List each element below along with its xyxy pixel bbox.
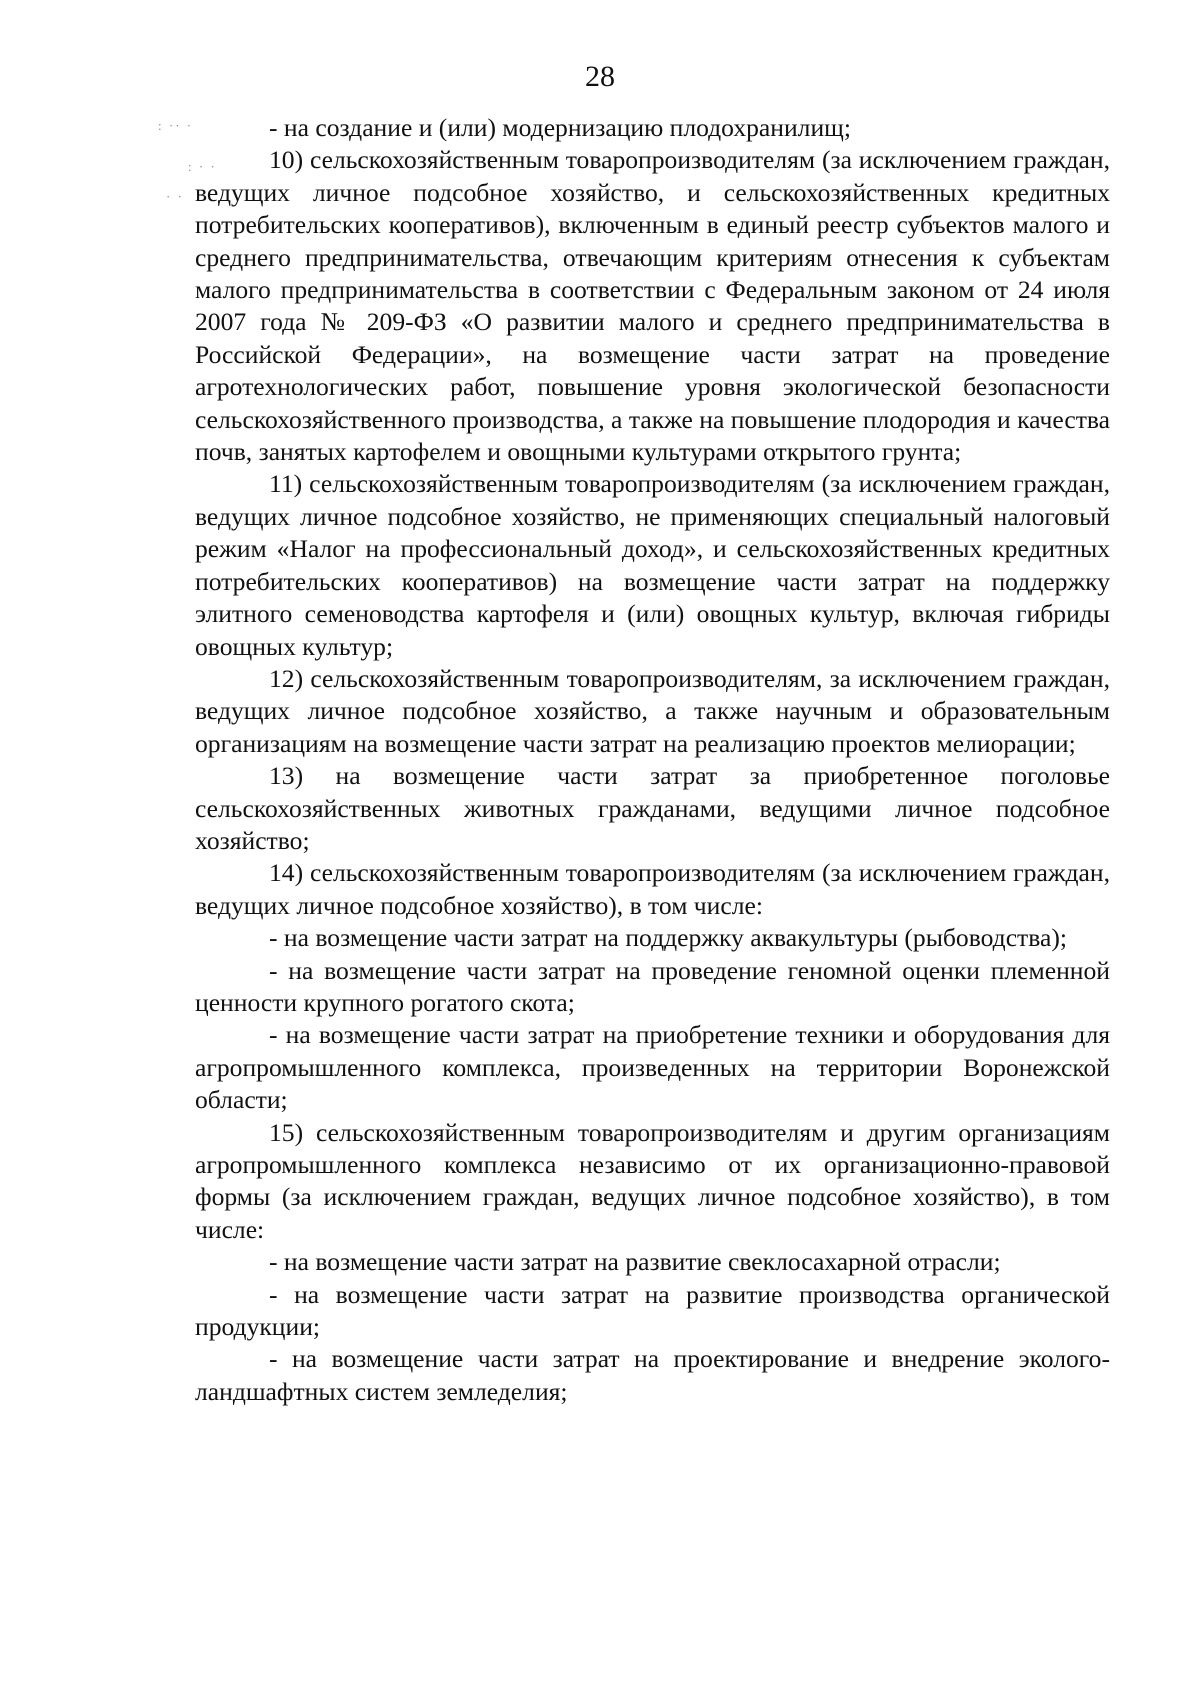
subitem-genomic-evaluation: - на возмещение части затрат на проведение геномной оценки племенной ценности крупного рогатого скота; (195, 955, 1110, 1017)
scan-artifact: : ·· · (158, 118, 194, 133)
paragraph-item-10: 10) сельскохозяйственным товаропроизводителям (за исключением граждан, ведущих личное подсобное хозяйство, и сельскохозяйственных кредитных потребительских кооперативов), включенным в единый реестр субъектов малого и среднего предпринимательства, отвечающим критериям отнесения к субъектам малого предпринимательства в соответствии с Федеральным законом от 24 июля 2007 года № 209-ФЗ «О развитии малого и среднего предпринимательства в Российской Федерации», на возмещение части затрат на проведение агротехнологических работ, повышение уровня экологической безопасности сельскохозяйственного производства, а также на повышение плодородия и качества почв, занятых картофелем и овощными культурами открытого грунта; (195, 145, 1110, 467)
paragraph-item-12: 12) сельскохозяйственным товаропроизводителям, за исключением граждан, ведущих личное подсобное хозяйство, а также научным и образовательным организациям на возмещение части затрат на реализацию проектов мелиорации; (195, 663, 1110, 758)
page-number: 28 (585, 60, 615, 93)
subitem-eco-landscape-systems: - на возмещение части затрат на проектирование и внедрение эколого-ландшафтных систем земледелия; (195, 1344, 1110, 1406)
paragraph-item-11: 11) сельскохозяйственным товаропроизводителям (за исключением граждан, ведущих личное подсобное хозяйство, не применяющих специальный налоговый режим «Налог на профессиональный доход», и сельскохозяйственных кредитных потребительских кооперативов) на возмещение части затрат на поддержку элитного семеноводства картофеля и (или) овощных культур, включая гибриды овощных культур; (195, 469, 1110, 661)
paragraph-item-14: 14) сельскохозяйственным товаропроизводителям (за исключением граждан, ведущих личное подсобное хозяйство), в том числе: (195, 858, 1110, 920)
scan-artifact: · · (166, 189, 184, 204)
subitem-equipment-purchase: - на возмещение части затрат на приобретение техники и оборудования для агропромышленного комплекса, произведенных на территории Воронежской области; (195, 1020, 1110, 1115)
subitem-aquaculture: - на возмещение части затрат на поддержку аквакультуры (рыбоводства); (269, 923, 1067, 953)
document-body (195, 112, 1110, 1408)
paragraph-item-15: 15) сельскохозяйственным товаропроизводителям и другим организациям агропромышленного комплекса независимо от их организационно-правовой формы (за исключением граждан, ведущих личное подсобное хозяйство), в том числе: (195, 1117, 1110, 1244)
subitem-sugar-beet: - на возмещение части затрат на развитие свеклосахарной отрасли; (269, 1247, 1001, 1277)
subitem-organic-production: - на возмещение части затрат на развитие производства органической продукции; (195, 1279, 1110, 1342)
paragraph-item-13: 13) на возмещение части затрат за приобретенное поголовье сельскохозяйственных животных гражданами, ведущими личное подсобное хозяйство; (195, 761, 1110, 855)
scan-artifact: : · · (188, 159, 217, 174)
paragraph-plodohranilishcha: - на создание и (или) модернизацию плодохранилищ; (269, 113, 851, 142)
